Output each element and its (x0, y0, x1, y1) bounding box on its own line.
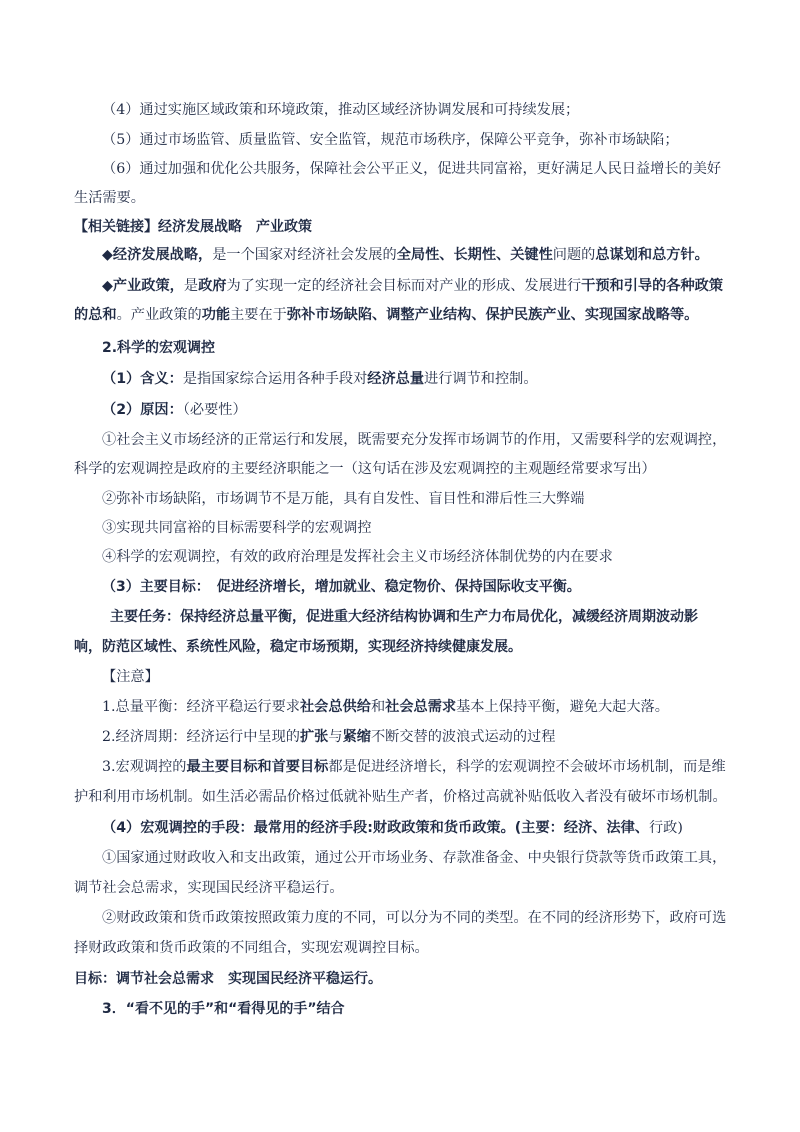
text-line: （4）通过实施区域政策和环境政策，推动区域经济协调发展和可持续发展； (102, 102, 580, 118)
text-span: 是指国家综合运用各种手段对 (182, 371, 368, 387)
text-span: 是一个国家对经济社会发展的 (212, 247, 397, 263)
text-span: 问题的 (552, 247, 596, 263)
section-heading: 3．“看不见的手”和“看得见的手”结合 (102, 1001, 345, 1017)
text-line: 调节社会总需求，实现国民经济平稳运行。 (74, 880, 344, 896)
text-span: 与 (328, 729, 343, 745)
text-span: 主要在于 (230, 307, 287, 323)
text-line (74, 305, 734, 325)
text-line: ①社会主义市场经济的正常运行和发展，既需要充分发挥市场调节的作用，又需要科学的宏观调控， (102, 432, 727, 448)
text-span: （必要性） (182, 402, 247, 418)
note-heading: 【注意】 (102, 669, 159, 685)
bold-term: 最主要目标和首要目标 (186, 759, 329, 775)
bold-term: 的总和 (74, 307, 117, 323)
bold-term: （1）含义： (102, 371, 183, 387)
bold-term: ◆经济发展战略， (102, 247, 213, 263)
text-line: ④科学的宏观调控，有效的政府治理是发挥社会主义市场经济体制优势的内在要求 (102, 549, 613, 565)
bold-term: 全局性、长期性、关键性 (396, 247, 553, 263)
text-line (102, 727, 762, 747)
bold-term: 功能 (201, 307, 231, 323)
text-line: 护和利用市场机制。如生活必需品价格过低就补贴生产者，价格过高就补贴低收入者没有破坏市场机制。 (74, 789, 727, 805)
bold-term: 总谋划和总方针。 (595, 247, 709, 263)
bold-term: 社会总供给 (299, 699, 371, 715)
bold-term: 扩张 (299, 729, 329, 745)
text-line: ①国家通过财政收入和支出政策，通过公开市场业务、存款准备金、中央银行贷款等货币政策工具， (102, 850, 727, 866)
text-line (102, 369, 762, 389)
text-span: 为了实现一定的经济社会目标而对产业的形成、发展进行 (226, 278, 582, 294)
bold-term: 社会总需求 (385, 699, 457, 715)
text-span: 2.经济周期：经济运行中呈现的 (102, 729, 300, 745)
bold-term: 干预和引导的各种政策 (581, 278, 724, 294)
text-span: 都是促进经济增长，科学的宏观调控不会破坏市场机制，而是维 (328, 759, 726, 775)
bold-term: （4）宏观调控的手段：最常用的经济手段:财政政策和货币政策。(主要：经济、法律、 (102, 820, 649, 836)
text-span: 3.宏观调控的 (102, 759, 187, 775)
bold-term: 紧缩 (342, 729, 371, 745)
text-line: （5）通过市场监管、质量监管、安全监管，规范市场秩序，保障公平竞争，弥补市场缺陷； (102, 132, 679, 148)
text-line: 生活需要。 (74, 190, 145, 206)
text-span: 1.总量平衡：经济平稳运行要求 (102, 699, 300, 715)
related-link-heading: 【相关链接】经济发展战略 产业政策 (74, 219, 312, 235)
text-span: 进行调节和控制。 (424, 371, 538, 387)
tasks-line: 主要任务：保持经济总量平衡，促进重大经济结构协调和生产力布局优化，减缓经济周期波动影 (110, 609, 698, 625)
text-span: 是 (183, 278, 199, 294)
text-span: 不断交替的波浪式运动的过程 (370, 729, 556, 745)
tasks-line: 响，防范区域性、系统性风险，稳定市场预期，实现经济持续健康发展。 (74, 639, 522, 655)
goals-line: （3）主要目标： 促进经济增长，增加就业、稳定物价、保持国际收支平衡。 (102, 579, 581, 595)
section-heading: 2.科学的宏观调控 (102, 340, 216, 356)
text-line (102, 400, 762, 420)
text-line: 择财政政策和货币政策的不同组合，实现宏观调控目标。 (74, 940, 429, 956)
text-line (102, 757, 762, 777)
text-span: 行政) (648, 820, 683, 836)
bold-term: ◆产业政策， (102, 278, 184, 294)
text-line (102, 245, 762, 265)
target-line: 目标：调节社会总需求 实现国民经济平稳运行。 (74, 971, 382, 987)
text-line (102, 818, 762, 838)
bold-term: （2）原因： (102, 402, 183, 418)
text-line: ③实现共同富裕的目标需要科学的宏观调控 (102, 520, 372, 536)
bold-term: 政府 (198, 278, 227, 294)
text-line (102, 276, 762, 296)
bold-term: 弥补市场缺陷、调整产业结构、保护民族产业、实现国家战略等。 (286, 307, 699, 323)
text-span: 和 (370, 699, 386, 715)
text-line: ②弥补市场缺陷，市场调节不是万能，具有自发性、盲目性和滞后性三大弊端 (102, 491, 585, 507)
bold-term: 经济总量 (367, 371, 425, 387)
text-line: 科学的宏观调控是政府的主要经济职能之一（这句话在涉及宏观调控的主观题经常要求写出） (74, 461, 656, 477)
text-span: 。产业政策的 (116, 307, 202, 323)
text-line: ②财政政策和货币政策按照政策力度的不同，可以分为不同的类型。在不同的经济形势下，政府可选 (102, 910, 727, 926)
text-line: （6）通过加强和优化公共服务，保障社会公平正义，促进共同富裕，更好满足人民日益增长的美好 (102, 161, 722, 177)
text-line (102, 697, 762, 717)
text-span: 基本上保持平衡，避免大起大落。 (456, 699, 669, 715)
